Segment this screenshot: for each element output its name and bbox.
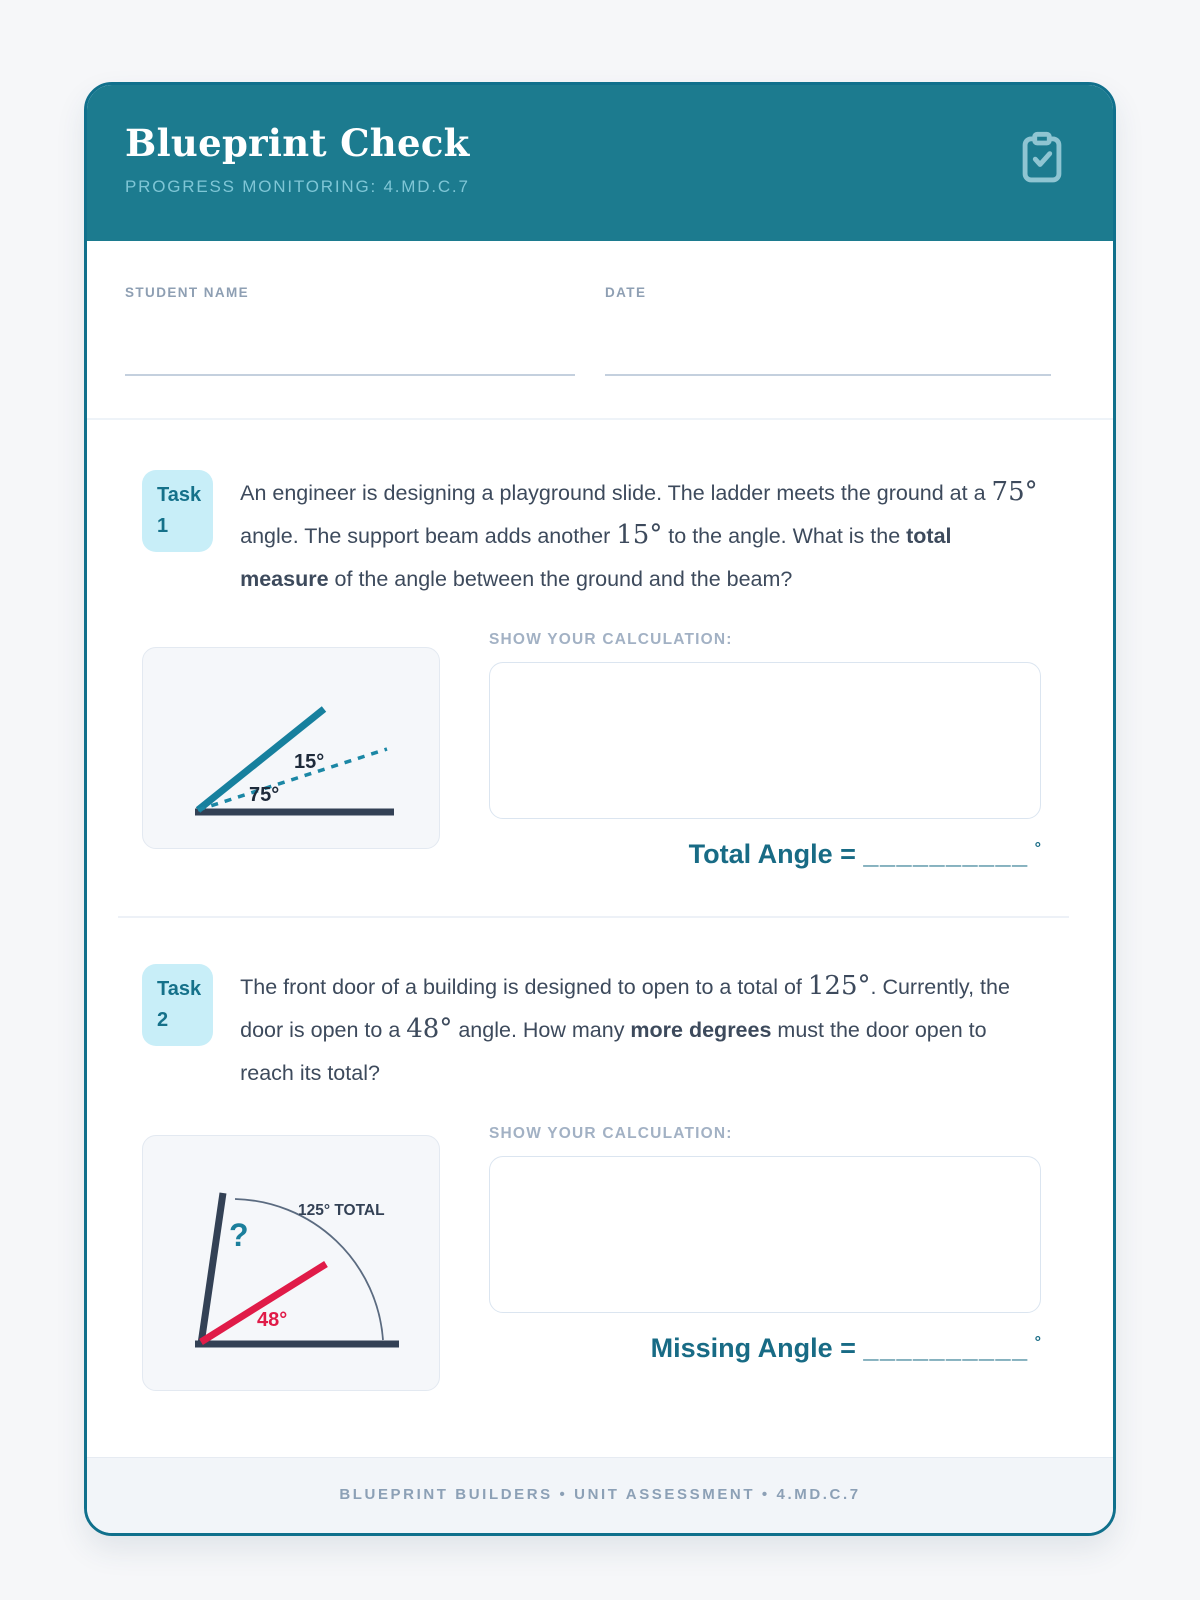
total-arc-label: 125° TOTAL [298, 1202, 385, 1219]
tasks-divider [118, 916, 1069, 918]
clipboard-check-icon [1013, 128, 1071, 191]
prompt-text: The front door of a building is designed to open to a total of [240, 975, 808, 999]
prompt-text: angle. How many [452, 1018, 631, 1042]
date-input[interactable] [605, 350, 1051, 376]
angle-label-base: 75° [249, 784, 280, 806]
main-content [87, 420, 1113, 1457]
prompt-text: must the door open to reach its total? [240, 1018, 987, 1085]
task-2-calc-box[interactable] [489, 1156, 1041, 1313]
task-1-calc-label: SHOW YOUR CALCULATION: [489, 631, 733, 648]
task-1-answer-line [489, 839, 1041, 870]
task-1-badge: Task 1 [142, 470, 213, 552]
task-2-prompt [240, 966, 1041, 1095]
header-text [125, 121, 470, 197]
prompt-bold-text: total measure [240, 524, 952, 591]
angle-label-between: 15° [294, 751, 325, 773]
prompt-bold-text: more degrees [630, 1018, 772, 1042]
student-name-input[interactable] [125, 350, 575, 376]
angle-value-15: 15° [616, 520, 663, 550]
task-1-calc-column [489, 631, 1041, 870]
angle-value-125: 125° [807, 971, 871, 1001]
prompt-text: angle. The support beam adds another [240, 524, 617, 548]
student-section [87, 241, 1113, 420]
task-2-calc-label: SHOW YOUR CALCULATION: [489, 1125, 733, 1142]
prompt-text: to the angle. What is the [662, 524, 907, 548]
prompt-text: An engineer is designing a playground slide. The ladder meets the ground at a [240, 481, 992, 505]
task-1-answer-label: Total Angle = [688, 839, 856, 869]
header-subtitle: PROGRESS MONITORING: 4.MD.C.7 [125, 177, 470, 196]
support-beam-dashed-ray [198, 749, 387, 810]
task-1-calc-box[interactable] [489, 662, 1041, 819]
header [87, 85, 1113, 241]
task-2-answer-label: Missing Angle = [650, 1333, 856, 1363]
prompt-text: . Currently, the door is open to a [240, 975, 1010, 1042]
task-2-calc-column [489, 1125, 1041, 1364]
task-1-prompt [240, 472, 1041, 601]
date-field [605, 285, 1051, 376]
date-label: DATE [605, 285, 647, 300]
footer [87, 1457, 1113, 1533]
door-frame-line [201, 1193, 223, 1344]
angle-value-48: 48° [406, 1014, 453, 1044]
footer-text: BLUEPRINT BUILDERS • UNIT ASSESSMENT • 4.MD.C.7 [339, 1486, 861, 1503]
angle-value-75: 75° [991, 477, 1038, 507]
task-2-badge: Task 2 [142, 964, 213, 1046]
task-1-answer-blank[interactable]: __________ [863, 839, 1029, 869]
unknown-angle-label: ? [229, 1217, 249, 1253]
open-angle-label: 48° [257, 1309, 288, 1331]
task-2-answer-line [489, 1333, 1041, 1364]
task-1-diagram [142, 647, 440, 849]
task-2-diagram [142, 1135, 440, 1391]
task-2-work-area [142, 1125, 1041, 1391]
degree-symbol: ° [1034, 840, 1041, 857]
task-1-section [142, 470, 1041, 601]
worksheet-card [84, 82, 1116, 1536]
student-name-label: STUDENT NAME [125, 285, 250, 300]
page-title: Blueprint Check [125, 121, 470, 165]
task-2-section [142, 964, 1041, 1095]
prompt-text: of the angle between the ground and the beam? [328, 567, 793, 591]
student-name-field [125, 285, 575, 376]
degree-symbol: ° [1034, 1334, 1041, 1351]
task-1-work-area [142, 631, 1041, 870]
task-2-answer-blank[interactable]: __________ [863, 1333, 1029, 1363]
